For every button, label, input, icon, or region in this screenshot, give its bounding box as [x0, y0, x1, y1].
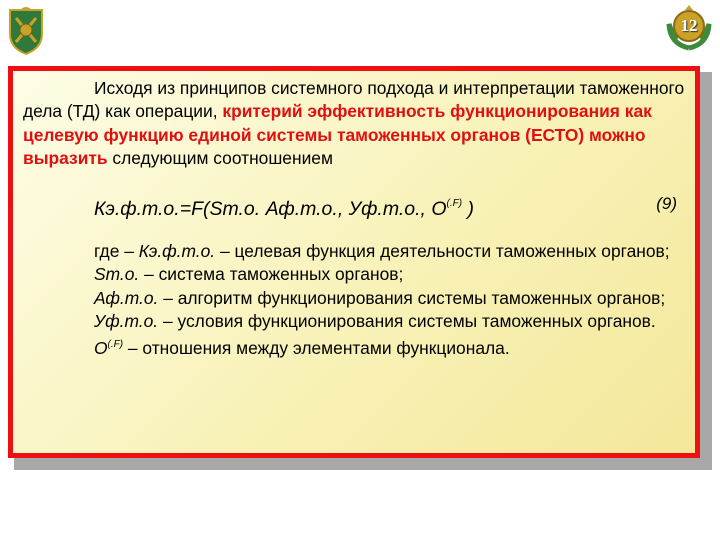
formula-number: (9)	[656, 194, 677, 214]
intro-paragraph	[23, 77, 685, 170]
definition-5	[23, 333, 685, 360]
intro-end: следующим соотношением	[107, 147, 333, 168]
intro-text: Исходя из принципов системного подхода и интерпретации таможенного дела (ТД) как операции,	[23, 78, 685, 122]
def3-text: – алгоритм функционирования системы таможенных органов;	[158, 287, 666, 308]
customs-emblem-icon	[4, 4, 48, 56]
def1-text: – целевая функция деятельности таможенных органов;	[215, 241, 670, 262]
def5-superscript: (.F)	[107, 339, 124, 351]
def1-term: Кэ.ф.т.о.	[138, 241, 216, 262]
definition-2	[23, 263, 685, 286]
formula-superscript: (.F)	[446, 198, 463, 210]
def3-term: Аф.т.о.	[94, 287, 159, 308]
def4-text: – условия функционирования системы таможенных органов.	[158, 311, 656, 332]
page-number-badge	[664, 4, 714, 52]
formula-main: Кэ.ф.т.о.=F(Sт.о. Аф.т.о., Уф.т.о., О	[94, 198, 447, 221]
definition-1	[23, 240, 685, 263]
def4-term: Уф.т.о.	[94, 311, 159, 332]
def2-term: Sт.о.	[94, 264, 140, 285]
definition-4	[23, 310, 685, 333]
content-card	[8, 66, 700, 458]
formula	[23, 191, 685, 222]
intro-highlight: критерий эффективность функционирования как целевую функцию единой системы таможенных органов (ЕСТО) можно выразить	[23, 101, 652, 168]
page-number: 12	[680, 16, 698, 35]
formula-close: )	[462, 198, 475, 221]
def2-text: – система таможенных органов;	[139, 264, 404, 285]
def5-text: – отношения между элементами функционала.	[123, 338, 510, 359]
def5-term: О	[94, 338, 108, 359]
def1-prefix: где –	[94, 241, 139, 262]
definition-3	[23, 287, 685, 310]
